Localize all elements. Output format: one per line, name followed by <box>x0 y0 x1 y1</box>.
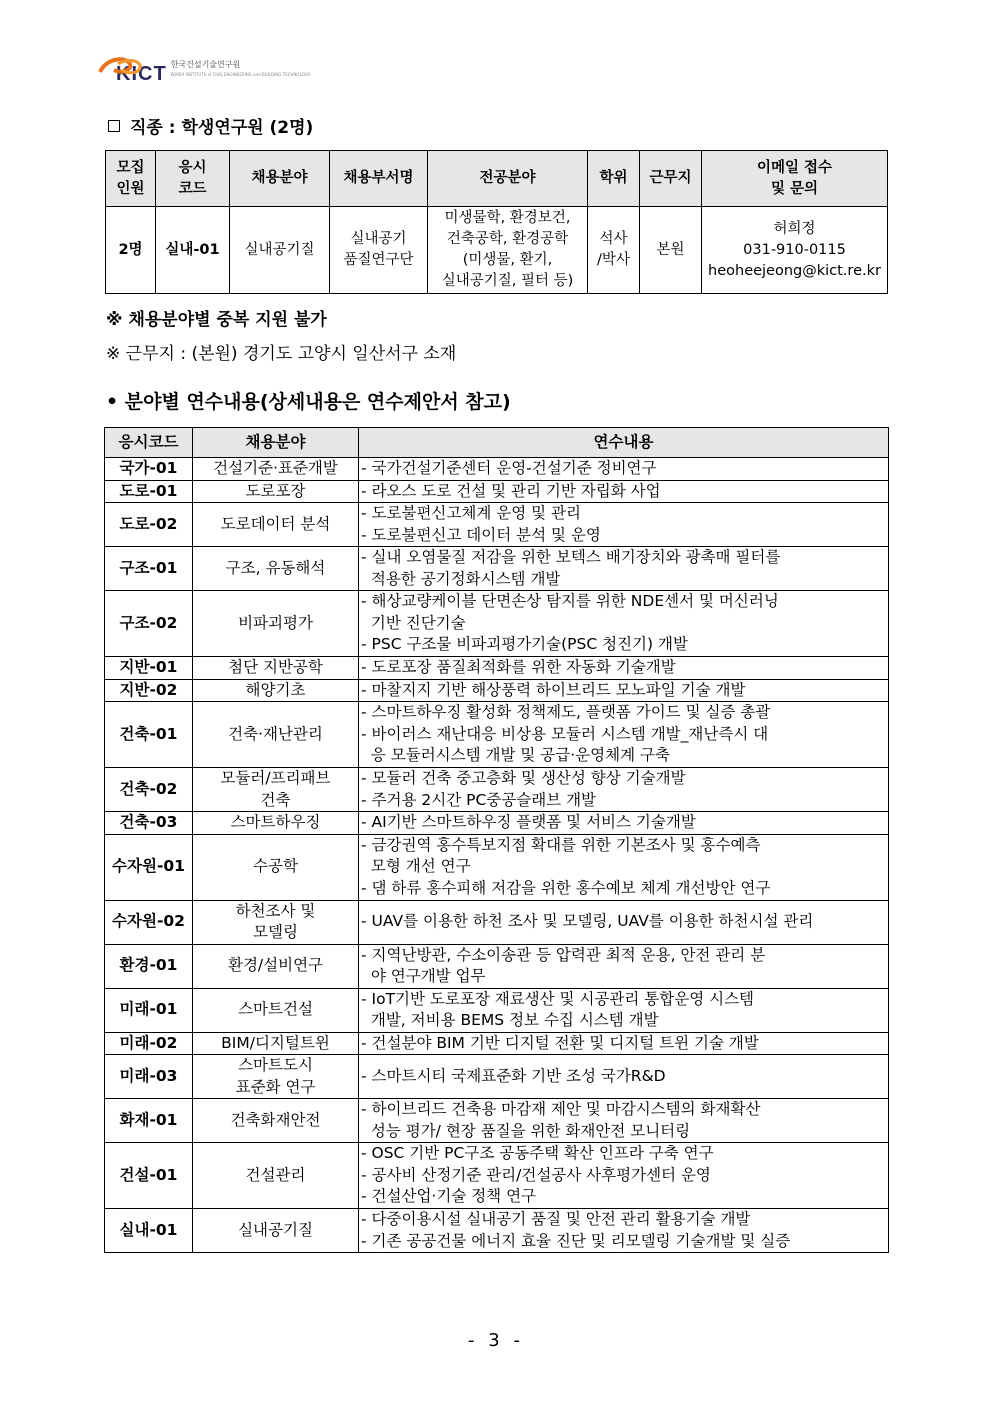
kict-logo <box>96 48 310 84</box>
training-row <box>105 812 889 835</box>
recruit-header-cell: 응시 코드 <box>156 151 230 207</box>
logo-subtitle-en: KOREA INSTITUTE of CIVIL ENGINEERING and BUILDING TECHNOLOGY <box>170 72 311 77</box>
recruit-header-cell: 채용분야 <box>230 151 330 207</box>
dept-cell: 실내공기 품질연구단 <box>330 207 428 294</box>
training-row <box>105 944 889 988</box>
training-row <box>105 834 889 900</box>
recruit-table <box>105 150 888 294</box>
location-cell: 본원 <box>640 207 702 294</box>
training-field-cell: 도로포장 <box>193 480 359 503</box>
training-content-cell <box>359 679 889 702</box>
training-content-line: 모형 개선 연구 <box>361 857 471 876</box>
training-content-cell <box>359 458 889 481</box>
training-field-cell: BIM/디지털트윈 <box>193 1032 359 1055</box>
training-content-line: - 다중이용시설 실내공기 품질 및 안전 관리 활용기술 개발 <box>361 1210 751 1228</box>
training-code-cell: 지반-02 <box>105 679 193 702</box>
training-content-line: - 라오스 도로 건설 및 관리 기반 자립화 사업 <box>361 481 661 500</box>
training-row <box>105 988 889 1032</box>
training-row <box>105 1032 889 1055</box>
training-content-cell <box>359 1032 889 1055</box>
training-table-header <box>105 428 889 458</box>
training-code-cell: 도로-02 <box>105 503 193 547</box>
training-row <box>105 702 889 768</box>
training-content-line: - 도로불편신고 데이터 분석 및 운영 <box>361 525 601 544</box>
training-row <box>105 503 889 547</box>
contact-cell: 허희정 031-910-0115 heoheejeong@kict.re.kr <box>702 207 888 294</box>
major-cell: 미생물학, 환경보건, 건축공학, 환경공학 (미생물, 환기, 실내공기질, 필터 등) <box>428 207 588 294</box>
recruit-table-row <box>106 207 888 294</box>
training-content-line: - 바이러스 재난대응 비상용 모듈러 시스템 개발_재난즉시 대 <box>361 724 769 743</box>
training-code-cell: 건축-03 <box>105 812 193 835</box>
training-content-line: - 해상교량케이블 단면손상 탐지를 위한 NDE센서 및 머신러닝 <box>361 592 779 611</box>
training-code-cell: 지반-01 <box>105 657 193 680</box>
training-content-line: 응 모듈러시스템 개발 및 공급·운영체계 구축 <box>361 746 670 765</box>
training-code-cell: 구조-01 <box>105 547 193 591</box>
training-content-cell <box>359 1099 889 1143</box>
training-row <box>105 1055 889 1099</box>
training-row <box>105 679 889 702</box>
training-content-cell <box>359 768 889 812</box>
training-content-cell <box>359 480 889 503</box>
training-code-cell: 수자원-02 <box>105 900 193 944</box>
training-content-line: - 건설분야 BIM 기반 디지털 전환 및 디지털 트윈 기술 개발 <box>361 1033 759 1052</box>
code-cell: 실내-01 <box>156 207 230 294</box>
training-content-line: - 하이브리드 건축용 마감재 제안 및 마감시스템의 화재확산 <box>361 1100 761 1118</box>
field-cell: 실내공기질 <box>230 207 330 294</box>
training-code-cell: 구조-02 <box>105 591 193 657</box>
training-row <box>105 591 889 657</box>
training-content-line: - IoT기반 도로포장 재료생산 및 시공관리 통합운영 시스템 <box>361 989 755 1008</box>
training-code-cell: 미래-01 <box>105 988 193 1032</box>
training-content-line: - 지역난방관, 수소이송관 등 압력관 최적 운용, 안전 관리 분 <box>361 945 766 964</box>
recruit-header-cell: 이메일 접수 및 문의 <box>702 151 888 207</box>
training-field-cell: 스마트도시 표준화 연구 <box>193 1055 359 1099</box>
training-content-cell <box>359 944 889 988</box>
page-number: - 3 - <box>468 1330 524 1351</box>
training-field-cell: 첨단 지반공학 <box>193 657 359 680</box>
recruit-header-cell: 채용부서명 <box>330 151 428 207</box>
training-content-cell <box>359 834 889 900</box>
training-content-line: - 모듈러 건축 중고층화 및 생산성 향상 기술개발 <box>361 769 686 787</box>
training-code-cell: 건축-01 <box>105 702 193 768</box>
recruit-header-cell: 모집 인원 <box>106 151 156 207</box>
recruit-header-cell: 전공분야 <box>428 151 588 207</box>
training-content-line: - 스마트하우징 활성화 정책제도, 플랫폼 가이드 및 실증 총괄 <box>361 703 771 722</box>
training-content-line: - AI기반 스마트하우징 플랫폼 및 서비스 기술개발 <box>361 813 696 831</box>
training-content-cell <box>359 547 889 591</box>
training-content-line: 야 연구개발 업무 <box>361 967 486 985</box>
training-content-cell <box>359 988 889 1032</box>
training-content-line: - 국가건설기준센터 운영-건설기준 정비연구 <box>361 459 657 477</box>
training-content-line: - 공사비 산정기준 관리/건설공사 사후평가센터 운영 <box>361 1165 711 1184</box>
training-code-cell: 수자원-01 <box>105 834 193 900</box>
training-code-cell: 건축-02 <box>105 768 193 812</box>
logo-subtitle: 한국건설기술연구원 KOREA INSTITUTE of CIVIL ENGINEERING and BUILDING TECHNOLOGY <box>171 60 311 80</box>
training-content-line: - 기존 공공건물 에너지 효율 진단 및 리모델링 기술개발 및 실증 <box>361 1231 791 1250</box>
training-header-cell: 채용분야 <box>193 428 359 458</box>
training-content-cell <box>359 657 889 680</box>
training-code-cell: 미래-03 <box>105 1055 193 1099</box>
training-row <box>105 768 889 812</box>
training-row <box>105 547 889 591</box>
training-header-cell: 응시코드 <box>105 428 193 458</box>
training-code-cell: 환경-01 <box>105 944 193 988</box>
count-cell: 2명 <box>106 207 156 294</box>
training-content-line: - 주거용 2시간 PC중공슬래브 개발 <box>361 790 597 809</box>
training-content-line: 적용한 공기정화시스템 개발 <box>361 569 561 588</box>
training-field-cell: 건설기준·표준개발 <box>193 458 359 481</box>
training-field-cell: 스마트건설 <box>193 988 359 1032</box>
training-content-line: - 스마트시티 국제표준화 기반 조성 국가R&D <box>361 1066 666 1085</box>
checkbox-square-icon <box>108 120 120 132</box>
logo-text: KICT <box>116 63 167 85</box>
training-table <box>104 427 889 1253</box>
training-field-cell: 건축화재안전 <box>193 1099 359 1143</box>
training-field-cell: 실내공기질 <box>193 1209 359 1253</box>
note-location: ※ 근무지 : (본원) 경기도 고양시 일산서구 소재 <box>106 344 457 364</box>
training-content-line: - 도로포장 품질최적화를 위한 자동화 기술개발 <box>361 658 676 676</box>
training-row <box>105 458 889 481</box>
training-row <box>105 657 889 680</box>
job-heading: 직종 : 학생연구원 (2명) <box>108 113 313 138</box>
training-field-cell: 구조, 유동해석 <box>193 547 359 591</box>
training-content-cell <box>359 591 889 657</box>
training-field-cell: 모듈러/프리패브 건축 <box>193 768 359 812</box>
training-content-line: 기반 진단기술 <box>361 613 466 632</box>
training-code-cell: 국가-01 <box>105 458 193 481</box>
training-content-cell <box>359 1143 889 1209</box>
training-content-line: - UAV를 이용한 하천 조사 및 모델링, UAV를 이용한 하천시설 관리 <box>361 912 814 931</box>
training-row <box>105 1209 889 1253</box>
training-field-cell: 건축·재난관리 <box>193 702 359 768</box>
training-content-line: - 도로불편신고체계 운영 및 관리 <box>361 504 581 522</box>
training-content-cell <box>359 1209 889 1253</box>
training-content-line: - OSC 기반 PC구조 공동주택 확산 인프라 구축 연구 <box>361 1144 714 1163</box>
training-field-cell: 비파괴평가 <box>193 591 359 657</box>
training-code-cell: 미래-02 <box>105 1032 193 1055</box>
training-field-cell: 스마트하우징 <box>193 812 359 835</box>
training-code-cell: 실내-01 <box>105 1209 193 1253</box>
training-content-line: - 건설산업·기술 정책 연구 <box>361 1187 537 1206</box>
training-header-cell: 연수내용 <box>359 428 889 458</box>
training-field-cell: 도로데이터 분석 <box>193 503 359 547</box>
training-content-line: - 마찰지지 기반 해상풍력 하이브리드 모노파일 기술 개발 <box>361 680 746 699</box>
training-field-cell: 환경/설비연구 <box>193 944 359 988</box>
recruit-table-header <box>106 151 888 207</box>
note-no-duplicate: ※ 채용분야별 중복 지원 불가 <box>106 310 327 330</box>
training-content-line: 개발, 저비용 BEMS 정보 수집 시스템 개발 <box>361 1011 659 1029</box>
degree-cell: 석사 /박사 <box>588 207 640 294</box>
training-content-cell <box>359 900 889 944</box>
training-code-cell: 도로-01 <box>105 480 193 503</box>
training-content-cell <box>359 812 889 835</box>
kict-swoosh-icon <box>96 54 146 84</box>
training-row <box>105 480 889 503</box>
training-content-line: - PSC 구조물 비파괴평가기술(PSC 청진기) 개발 <box>361 635 688 654</box>
training-field-cell: 건설관리 <box>193 1143 359 1209</box>
training-content-line: 성능 평가/ 현장 품질을 위한 화재안전 모니터링 <box>361 1121 691 1140</box>
training-field-cell: 해양기초 <box>193 679 359 702</box>
training-code-cell: 건설-01 <box>105 1143 193 1209</box>
training-field-cell: 하천조사 및 모델링 <box>193 900 359 944</box>
training-content-cell <box>359 503 889 547</box>
section-heading: • 분야별 연수내용(상세내용은 연수제안서 참고) <box>106 391 511 413</box>
training-row <box>105 1099 889 1143</box>
training-row <box>105 1143 889 1209</box>
training-row <box>105 900 889 944</box>
training-content-cell <box>359 1055 889 1099</box>
training-field-cell: 수공학 <box>193 834 359 900</box>
training-content-line: - 금강권역 홍수특보지점 확대를 위한 기본조사 및 홍수예측 <box>361 835 761 854</box>
training-content-line: - 실내 오염물질 저감을 위한 보텍스 배기장치와 광촉매 필터를 <box>361 548 781 566</box>
training-content-line: - 댐 하류 홍수피해 저감을 위한 홍수예보 체계 개선방안 연구 <box>361 878 771 897</box>
training-code-cell: 화재-01 <box>105 1099 193 1143</box>
training-content-cell <box>359 702 889 768</box>
recruit-header-cell: 학위 <box>588 151 640 207</box>
recruit-header-cell: 근무지 <box>640 151 702 207</box>
